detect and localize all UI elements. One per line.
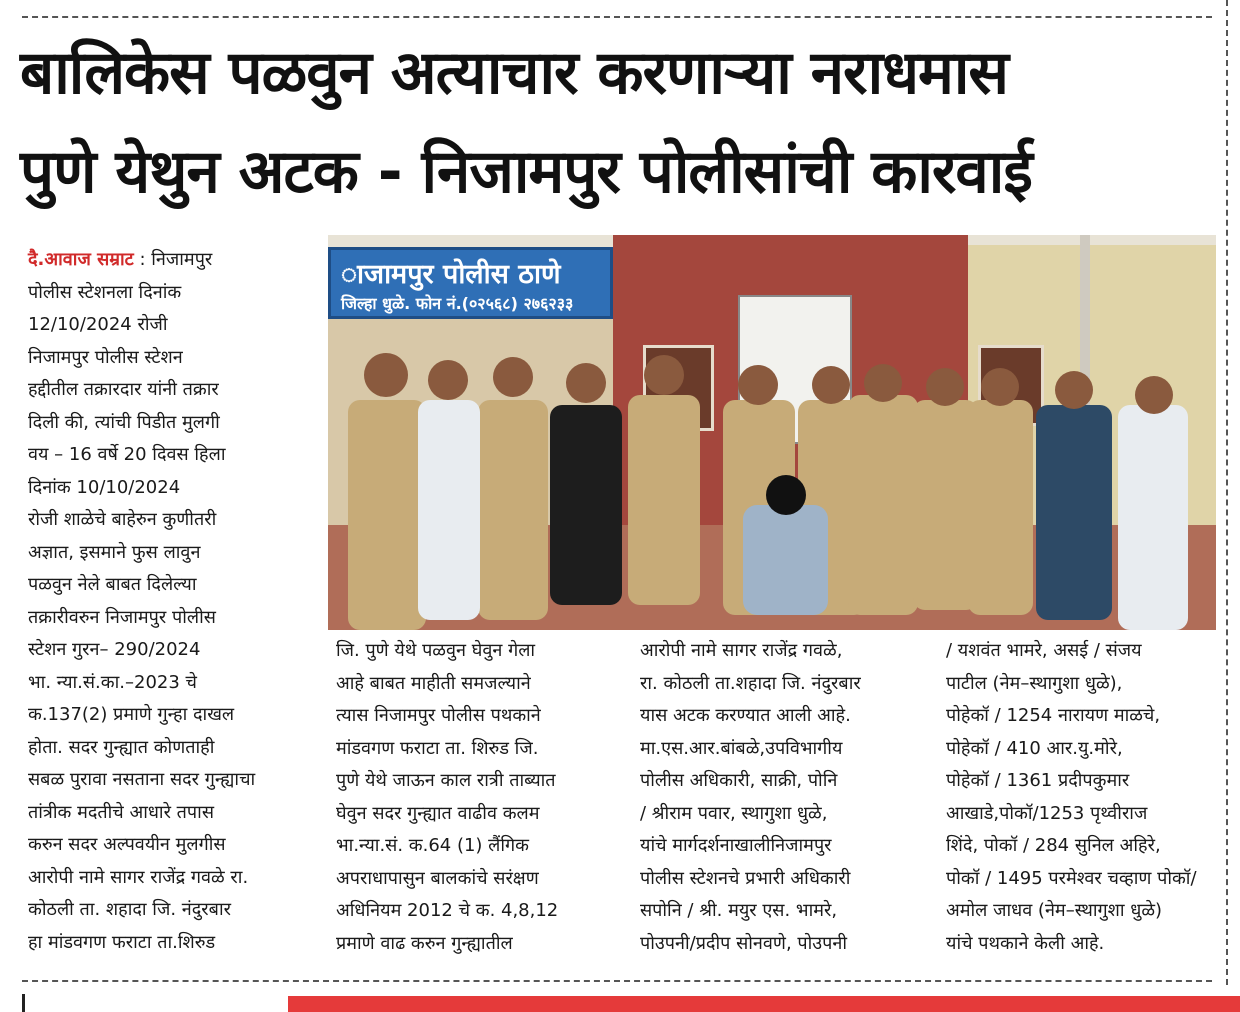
col1-line: अज्ञात, इसमाने फुस लावुन — [28, 541, 201, 563]
col1-line: करुन सदर अल्पवयीन मुलगीस — [28, 834, 226, 855]
col4-line: शिंदे, पोकॉ / 284 सुनिल अहिरे, — [946, 835, 1161, 856]
person-head — [364, 353, 408, 397]
col1-line: स्टेशन गुरन– 290/2024 — [28, 639, 201, 660]
bottom-dashed-border — [22, 980, 1212, 982]
person-figure — [550, 405, 622, 605]
byline: दै.आवाज सम्राट — [28, 249, 134, 270]
article-column-1 — [28, 244, 255, 959]
col4-line: / यशवंत भामरे, असई / संजय — [946, 640, 1142, 661]
col4-line: आखाडे,पोकॉ/1253 पृथ्वीराज — [946, 802, 1148, 824]
person-head — [926, 368, 964, 406]
col4-line: पोकॉ / 1495 परमेश्वर चव्हाण पोकॉ/ — [946, 867, 1197, 889]
col1-line: पोलीस स्टेशनला दिनांक — [28, 281, 182, 303]
col2-line: आहे बाबत माहीती समजल्याने — [336, 672, 531, 694]
col1-line: निजामपुर — [151, 249, 213, 270]
person-figure — [848, 395, 918, 615]
article-column-2 — [336, 635, 558, 960]
col3-line: यास अटक करण्यात आली आहे. — [640, 705, 851, 726]
col4-line: यांचे पथकाने केली आहे. — [946, 932, 1105, 954]
col1-line: भा. न्या.सं.का.–2023 चे — [28, 671, 197, 693]
col4-line: पोहेकॉ / 410 आर.यु.मोरे, — [946, 737, 1123, 759]
col2-line: पुणे येथे जाऊन काल रात्री ताब्यात — [336, 770, 556, 791]
col4-line: पोहेकॉ / 1361 प्रदीपकुमार — [946, 770, 1130, 791]
person-figure — [348, 400, 426, 630]
person-head — [1055, 371, 1093, 409]
col1-line: आरोपी नामे सागर राजेंद्र गवळे रा. — [28, 866, 249, 888]
right-dashed-border — [1226, 0, 1228, 985]
col1-line: वय – 16 वर्षे 20 दिवस हिला — [28, 444, 226, 465]
col2-line: त्यास निजामपुर पोलीस पथकाने — [336, 705, 541, 726]
person-figure — [1036, 405, 1112, 620]
col2-line: अधिनियम 2012 चे क. 4,8,12 — [336, 900, 559, 921]
person-head — [566, 363, 606, 403]
person-figure — [1118, 405, 1188, 630]
person-head — [1135, 376, 1173, 414]
col3-line: सपोनि / श्री. मयुर एस. भामरे, — [640, 900, 838, 921]
signboard-title: ाजामपुर पोलीस ठाणे — [341, 259, 561, 290]
person-figure — [968, 400, 1033, 615]
col1-line: हद्दीतील तक्रारदार यांनी तक्रार — [28, 379, 219, 400]
col4-line: पोहेकॉ / 1254 नारायण माळचे, — [946, 705, 1161, 726]
news-photo — [328, 235, 1216, 630]
col1-line: क.137(2) प्रमाणे गुन्हा दाखल — [28, 704, 235, 725]
col3-line: पोलीस स्टेशनचे प्रभारी अधिकारी — [640, 867, 851, 889]
person-head — [428, 360, 468, 400]
col3-line: आरोपी नामे सागर राजेंद्र गवळे, — [640, 640, 843, 661]
next-article-banner — [288, 996, 1240, 1012]
col1-line: तक्रारीवरुन निजामपुर पोलीस — [28, 606, 216, 628]
col2-line: जि. पुणे येथे पळवुन घेवुन गेला — [336, 640, 536, 661]
article-column-4 — [946, 635, 1197, 960]
col3-line: पोउपनी/प्रदीप सोनवणे, पोउपनी — [640, 932, 848, 954]
col2-line: घेवुन सदर गुन्ह्यात वाढीव कलम — [336, 802, 540, 824]
col3-line: / श्रीराम पवार, स्थागुशा धुळे, — [640, 802, 828, 824]
person-head — [644, 355, 684, 395]
col1-line: दिली की, त्यांची पिडीत मुलगी — [28, 411, 220, 433]
police-station-signboard — [328, 247, 613, 319]
person-figure — [743, 505, 828, 615]
col3-line: रा. कोठली ता.शहादा जि. नंदुरबार — [640, 672, 861, 694]
col2-line: भा.न्या.सं. क.64 (1) लैंगिक — [336, 835, 529, 856]
person-figure — [418, 400, 480, 620]
person-head — [981, 368, 1019, 406]
col2-line: प्रमाणे वाढ करुन गुन्ह्यातील — [336, 932, 513, 954]
col1-line: सबळ पुरावा नसताना सदर गुन्ह्याचा — [28, 769, 256, 790]
byline-separator: : — [133, 249, 152, 270]
col1-line: रोजी शाळेचे बाहेरुन कुणीतरी — [28, 509, 217, 530]
col1-line: पळवुन नेले बाबत दिलेल्या — [28, 574, 197, 595]
person-figure — [628, 395, 700, 605]
article-column-3 — [640, 635, 861, 960]
person-head — [738, 365, 778, 405]
headline-line-1: बालिकेस पळवुन अत्याचार करणाऱ्या नराधमास — [20, 38, 1008, 108]
person-head — [812, 366, 850, 404]
col2-line: मांडवगण फराटा ता. शिरुड जि. — [336, 737, 539, 759]
col1-line: कोठली ता. शहादा जि. नंदुरबार — [28, 899, 231, 920]
col2-line: अपराधापासुन बालकांचे सरंक्षण — [336, 867, 539, 889]
photo-group-of-officers — [328, 345, 1216, 630]
col3-line: पोलीस अधिकारी, साक्री, पोनि — [640, 770, 838, 791]
top-dashed-border — [22, 16, 1212, 18]
headline-line-2: पुणे येथुन अटक - निजामपुर पोलीसांची कारवाई — [20, 137, 1032, 207]
person-head — [864, 364, 902, 402]
col3-line: यांचे मार्गदर्शनाखालीनिजामपुर — [640, 835, 832, 856]
col4-line: पाटील (नेम–स्थागुशा धुळे), — [946, 672, 1123, 694]
col1-line: होता. सदर गुन्ह्यात कोणताही — [28, 736, 215, 758]
person-head — [493, 357, 533, 397]
col1-line: निजामपुर पोलीस स्टेशन — [28, 346, 183, 368]
col3-line: मा.एस.आर.बांबळे,उपविभागीय — [640, 737, 843, 759]
col1-line: 12/10/2024 रोजी — [28, 314, 168, 335]
col1-line: दिनांक 10/10/2024 — [28, 476, 181, 498]
person-figure — [478, 400, 548, 620]
signboard-subtitle: जिल्हा धुळे. फोन नं.(०२५६८) २७६२३३ — [341, 294, 574, 313]
col4-line: अमोल जाधव (नेम–स्थागुशा धुळे) — [946, 900, 1163, 921]
next-article-rule — [22, 994, 25, 1012]
col1-line: तांत्रीक मदतीचे आधारे तपास — [28, 801, 214, 823]
accused-masked-head — [766, 475, 806, 515]
col1-line: हा मांडवगण फराटा ता.शिरुड — [28, 931, 216, 953]
